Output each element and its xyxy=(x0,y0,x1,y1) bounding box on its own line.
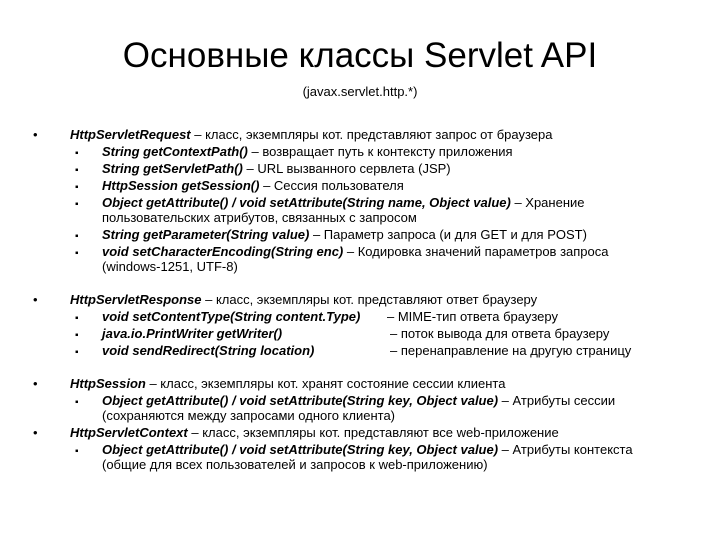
method-signature: Object getAttribute() / void setAttribute(String key, Object value) xyxy=(102,442,499,457)
response-class-name: HttpServletResponse xyxy=(70,292,202,307)
method-description-continuation: (сохраняются между запросами одного клиента) xyxy=(102,408,396,423)
square-bullet-icon: ▪ xyxy=(75,231,79,242)
request-heading xyxy=(70,127,552,143)
response-heading xyxy=(70,292,537,308)
method-signature: void setContentType(String content.Type) xyxy=(102,309,361,324)
square-bullet-icon: ▪ xyxy=(75,182,79,193)
method-signature: void setCharacterEncoding(String enc) xyxy=(102,244,344,259)
context-heading xyxy=(70,425,559,441)
method-signature: String getContextPath() xyxy=(102,144,248,159)
method-description: – возвращает путь к контексту приложения xyxy=(247,144,513,159)
request-item xyxy=(75,144,513,162)
square-bullet-icon: ▪ xyxy=(75,446,79,457)
request-item xyxy=(75,227,587,245)
method-description: – Атрибуты контекста xyxy=(498,442,633,457)
request-class-name: HttpServletRequest xyxy=(70,127,191,142)
method-description: – Сессия пользователя xyxy=(259,178,404,193)
method-description-continuation: (общие для всех пользователей и запросов к web-приложению) xyxy=(102,457,488,472)
bullet-icon: • xyxy=(33,127,38,142)
slide-subtitle: (javax.servlet.http.*) xyxy=(302,84,418,99)
method-signature: HttpSession getSession() xyxy=(102,178,260,193)
request-item xyxy=(75,161,451,179)
method-description: – Атрибуты сессии xyxy=(498,393,616,408)
response-item xyxy=(75,326,282,344)
response-item xyxy=(75,309,360,327)
square-bullet-icon: ▪ xyxy=(75,248,79,259)
session-description: – класс, экземпляры кот. хранят состояние сессии клиента xyxy=(145,376,506,391)
square-bullet-icon: ▪ xyxy=(75,330,79,341)
request-item xyxy=(75,178,404,196)
bullet-icon: • xyxy=(33,292,38,307)
response-description: – класс, экземпляры кот. представляют ответ браузеру xyxy=(201,292,538,307)
square-bullet-icon: ▪ xyxy=(75,397,79,408)
square-bullet-icon: ▪ xyxy=(75,347,79,358)
square-bullet-icon: ▪ xyxy=(75,165,79,176)
method-signature: Object getAttribute() / void setAttribute(String name, Object value) xyxy=(102,195,511,210)
method-signature: Object getAttribute() / void setAttribute(String key, Object value) xyxy=(102,393,499,408)
bullet-icon: • xyxy=(33,425,38,440)
method-signature: void sendRedirect(String location) xyxy=(102,343,315,358)
square-bullet-icon: ▪ xyxy=(75,199,79,210)
method-description: – Кодировка значений параметров запроса xyxy=(343,244,609,259)
method-description: – Параметр запроса (и для GET и для POST) xyxy=(309,227,587,242)
method-description: – Хранение xyxy=(510,195,585,210)
method-description: – перенаправление на другую страницу xyxy=(390,343,632,358)
response-item xyxy=(75,343,314,361)
square-bullet-icon: ▪ xyxy=(75,313,79,324)
method-signature: java.io.PrintWriter getWriter() xyxy=(102,326,283,341)
method-description: – поток вывода для ответа браузеру xyxy=(390,326,610,341)
method-description-continuation: пользовательских атрибутов, связанных с запросом xyxy=(102,210,417,225)
context-description: – класс, экземпляры кот. представляют все web-приложение xyxy=(187,425,559,440)
method-signature: String getParameter(String value) xyxy=(102,227,310,242)
context-class-name: HttpServletContext xyxy=(70,425,188,440)
square-bullet-icon: ▪ xyxy=(75,148,79,159)
session-class-name: HttpSession xyxy=(70,376,146,391)
method-description-continuation: (windows-1251, UTF-8) xyxy=(102,259,238,274)
bullet-icon: • xyxy=(33,376,38,391)
session-heading xyxy=(70,376,505,392)
request-description: – класс, экземпляры кот. представляют запрос от браузера xyxy=(190,127,553,142)
slide-title: Основные классы Servlet API xyxy=(122,36,598,75)
method-description: – MIME-тип ответа браузеру xyxy=(387,309,558,324)
method-description: – URL вызванного сервлета (JSP) xyxy=(242,161,451,176)
method-signature: String getServletPath() xyxy=(102,161,243,176)
